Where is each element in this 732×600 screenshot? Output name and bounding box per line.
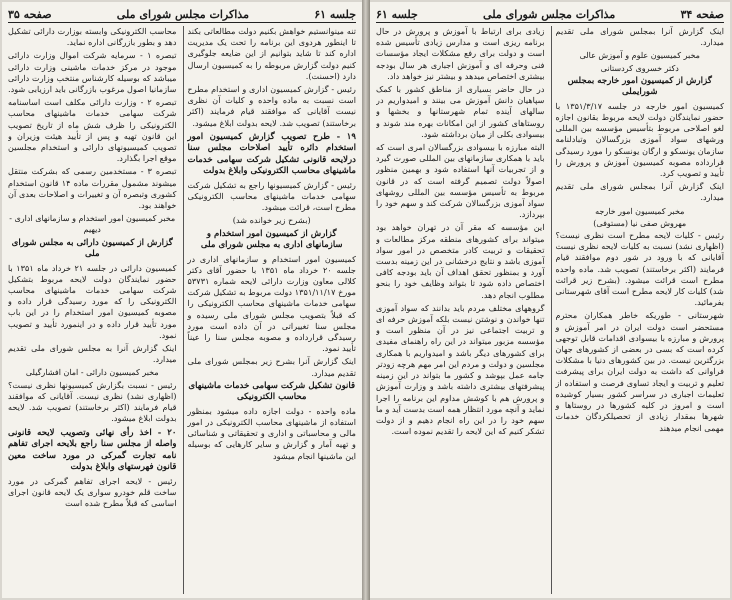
note-1: تبصره ۱ - سرمایه شرکت اموال وزارت دارائی موجود در مرکز خدمات ماشینی وزارت دارائی میباشد که بوسیله کارشناس منتخب وزارت دارائی سازمانیا اصول مرغوب بازرگانی باید ارزیابی شود. xyxy=(8,50,177,95)
section-heading: ۱۹ - طرح تصویب گزارش کمیسیون امور استخدام دائره تأیید اصلاحات مجلس سنا درلایحه قانونی تشکیل شرکت سهامی خدمات ماشینهای محاسب الکترونیکی وابلاغ بدولت xyxy=(187,131,356,177)
page-number: صفحه ۳۵ xyxy=(8,7,52,21)
page-header xyxy=(8,6,356,23)
signature-line: مخبر کمیسیون امور خارجه xyxy=(595,206,685,216)
paragraph: تنه مینوانستیم خواهش بکنیم دولت مطالعاتی بکند تا اینطور هردوی این برنامه را تحت یک مدیریت اداره کند تا شاید بتوانیم از این ضایعه جلوگیری کنیم دولت گزارش مربوطه را به کمیسیون ارسال دارد (احسنت). xyxy=(187,26,356,81)
paragraph: ماده واحده - دولت اجازه داده میشود بمنظور استفاده از ماشینهای محاسب الکترونیکی در امور مالی و محاسباتی و اداری و تحقیقاتی و شناسائی و تهیه آمار و گزارش و سایر کارهایی که بوسیله این ماشینها انجام میشود xyxy=(187,405,356,461)
text-column-left xyxy=(376,26,545,594)
paragraph: رئیس - کلیات لایحه مطرح است نظری نیست؟ (اظهاری نشد) نسبت به کلیات لایحه نظری نیست آقایانی که با ورود در شور دوم موافقند قیام فرمایند (اکثر برخاستند) تصویب شد. ماده واحده مطرح است قرائت میشود. (بشرح زیر قرائت شد) کلیات کار لایحه مطرح است آقای شهرستانی بفرمائید. xyxy=(555,230,724,308)
paragraph: کمیسیون امور استخدام و سازمانهای اداری در جلسه ۲۰ خرداد ماه ۱۳۵۱ با حضور آقای دکتر کلالی معاون وزارت دارائی لایحه شماره ۵۳۷۳۱ مورخ ۱۳۵۱/۱۱/۱۷ دولت مربوط به تشکیل شرکت سهامی خدمات ماشینهای محاسب الکترونیکی را که قبلاً بتصویب مجلس شورای ملی رسیده و مجلس سنا تغییراتی در آن داده است مورد رسیدگی قرارداده و مصوبه مجلس سنا را عیناً تأیید نمود. xyxy=(187,253,356,354)
paragraph: این مؤسسه که مقر آن در تهران خواهد بود میتواند برای کشورهای منطقه مرکز مطالعات و تحقیقات و تربیت کادر متخصص در امور سواد آموزی باشد و نتایج درخشانی در این زمینه بدست آورد و بمنظور تحقق اهداف آن باید بودجه کافی اختصاص داده شود تا بتواند وظایف خود را بنحو مطلوب انجام دهد. xyxy=(376,222,545,300)
law-title: قانون تشکیل شرکت سهامی خدمات ماشینهای محاسب الکترونیکی xyxy=(188,380,356,403)
paragraph: البته مبارزه با بیسوادی بزرگسالان امری است که باید با همکاری سازمانهای بین المللی صورت گیرد و از تجربیات آنها استفاده شود و بهمین منظور اصولاً دولت تصمیم گرفته است که در قانون مربوط به تأسیس مؤسسه بین المللی روشهای سواد آموزی بزرگسالان شرکت کند و سهم خود را بپردازد. xyxy=(376,142,545,220)
paragraph: شهرستانی - طوریکه خاطر همکاران محترم مستحضر است دولت ایران در امر آموزش و پرورش و مبارزه با بیسوادی اقدامات قابل توجهی کرده است که بسی در بعضی از کشورهای جهان بزرگترین نیست. در بین کشورهای دنیا با مشکلات فراوانی که داشت به دولت ایران برای پیشرفت تعلیم و تربیت و ایجاد تساوی فرصت و استفاده از تعلیمات اجباری در سراسر کشور بسیار کوشیده است و امروز در کلیه کشورها در روستاها و شهرها بمقدار زیادی از تحصیلکردگان خدمات مهمی انجام میدهند xyxy=(555,310,724,433)
note-3: تبصره ۳ - مستخدمین رسمی که بشرکت منتقل میشوند مشمول مقررات ماده ۱۴ قانون استخدام کشوری وتبصره آن و تغییرات و اصلاحات بعدی آن خواهند بود. xyxy=(8,166,177,211)
paragraph: رئیس - گزارش کمیسیونها راجع به تشکیل شرکت سهامی خدمات ماشینهای محاسب الکترونیکی مطرح است، قرائت میشود. xyxy=(187,179,356,213)
signature-name: مهروش صفی نیا (مستوفی) xyxy=(593,218,687,228)
text-column-left xyxy=(8,26,177,594)
paragraph: گروههای مختلف مردم باید بدانند که سواد آموزی تنها خواندن و نوشتن نیست بلکه آموزش حرفه ای و تربیت اجتماعی نیز در آن منظور است و مؤسسه مزبور میتواند در این راه راهنمای مفیدی برای کشورهای دیگر باشد و امیدواریم با همکاری مجلسین و دولت و مردم این امر مهم هرچه زودتر جامه عمل بپوشد و کشور ما بتواند در این زمینه پیشرفتهای بیشتری داشته باشد و وزارت آموزش و پرورش هم با کوشش مداوم این برنامه را اجرا نماید و آنچه مورد انتظار همه است بدست آید و ما سهم خود را در این راه انجام دهیم و از دولت تشکر کنیم که این لایحه را تقدیم نموده است. xyxy=(376,302,545,437)
page-35 xyxy=(2,2,362,598)
report-title: گزارش از کمیسیون دارائی به مجلس شورای ملی xyxy=(11,237,173,260)
signature-line: مخبر کمیسیون دارائی - امان افشارگیلی xyxy=(25,368,159,378)
report-title: گزارش از کمیسیون امور استخدام و سازمانهای اداری به مجلس شورای ملی xyxy=(200,228,343,251)
paragraph: رئیس - لایحه اجرای تفاهم گمرکی در مورد ساخت قلم خودرو سواری یک لایحه قانون اجرای اساسی که قبلاً مطرح شده است xyxy=(8,475,177,508)
session-label: جلسه ۶۱ xyxy=(376,7,418,21)
paragraph: زیادی برای ارتباط با آموزش و پرورش در حال برنامه ریزی است و مدارس زیادی تأسیس شده است و دولت برای رفع مشکلات ایجاد مؤسسات فنی وحرفه ای و آموزش اجباری هر سال بودجه بیشتری اختصاص میدهد و بیشتر نیز خواهد داد. xyxy=(376,26,545,81)
paragraph: اینک گزارش آنرا بشرح زیر بمجلس شورای ملی تقدیم میدارد. xyxy=(187,356,356,378)
note-2: تبصره ۲ - وزارت دارائی مکلف است اساسنامه شرکت سهامی خدمات ماشینهای محاسب الکترونیکی را ظرف شش ماه از تاریخ تصویب این قانون تهیه و پس از تأیید هیئت وزیران و تصویب کمیسیونهای دارائی و استخدام مجلسین موقع اجرا بگذارد. xyxy=(8,97,177,164)
paragraph: در حال حاضر بسیاری از مناطق کشور با کمک سپاهیان دانش آموزش می بینند و امیدواریم در سالهای آینده تمام شهرستانها و بخشها و روستاهای کشور از این امکانات بهره مند شوند و بیسوادی بکلی از میان برداشته شود. xyxy=(376,84,545,139)
signature-name: دکتر خسروی کردستانی xyxy=(600,63,679,73)
report-title: گزارش از کمیسیون امور خارجه بمجلس شورایملی xyxy=(567,75,712,98)
journal-title: مذاکرات مجلس شورای ملی xyxy=(483,7,616,21)
journal-title: مذاکرات مجلس شورای ملی xyxy=(116,7,249,21)
page-header xyxy=(376,6,724,23)
paragraph: کمیسیون امور خارجه در جلسه ۱۳۵۱/۳/۱۷ با حضور نمایندگان دولت لایحه مربوط بقانون اجازه لغو اصلاحی مربوط بتأسیس مؤسسه بین المللی ورشهای سواد آموزی بزرگسالان وتبادلنامه سازمان یونسکو و ارگان یونسکو را مورد رسیدگی قرارداده مصوبه کمیسیون آموزش و پرورش را تأیید و تصویب کرد. xyxy=(555,100,724,179)
text-column-right xyxy=(183,26,357,594)
paragraph: اینک گزارش آنرا بمجلس شورای ملی تقدیم میدارد. xyxy=(555,181,724,203)
text-columns xyxy=(376,26,724,594)
signature-line: مخبر کمیسیون امور استخدام و سازمانهای اداری - دیهیم xyxy=(9,214,176,235)
text-column-right xyxy=(551,26,725,594)
paragraph: اینک گزارش آنرا به مجلس شورای ملی تقدیم میدارد. xyxy=(8,343,177,365)
session-label: جلسه ۶۱ xyxy=(314,7,356,21)
paragraph: اینک گزارش آنرا بمجلس شورای ملی تقدیم میدارد. xyxy=(555,26,724,48)
text-columns xyxy=(8,26,356,594)
paragraph: محاسب الکترونیکی وابسته بوزارت دارائی تشکیل دهد و بطور بازرگانی اداره نماید. xyxy=(8,26,177,48)
section-heading: ۲۰ - اخذ رأی نهائی وتصویب لایحه قانونی واصله از مجلس سنا راجع بلایحه اجرای تفاهم نامه تجارت گمرکی در مورد ساخت معین قانون فهرستهای وابلاغ بدولت xyxy=(8,427,177,472)
paragraph: (بشرح زیر خوانده شد) xyxy=(232,215,311,226)
page-34 xyxy=(370,2,730,598)
paragraph: رئیس - نسبت بگزارش کمیسیونها نظری نیست؟ (اظهاری نشد) نظری نیست. آقایانی که موافقند قیام فرمایند (اکثر برخاستند) تصویب شد. لایحه بدولت ابلاغ میشود. xyxy=(8,379,177,424)
paragraph: رئیس - گزارش کمیسیون اداری و استخدام مطرح است نسبت به ماده واحده و کلیات آن نظری نیست آقایانی که موافقند قیام فرمایند (اکثر برخاستند) تصویب شد. لایحه بدولت ابلاغ میشود. xyxy=(187,84,356,128)
page-number: صفحه ۳۴ xyxy=(680,7,724,21)
book-gutter xyxy=(362,0,370,600)
paragraph: کمیسیون دارائی در جلسه ۲۱ خرداد ماه ۱۳۵۱ با حضور نمایندگان دولت لایحه مربوط بتشکیل شرکت سهامی خدمات ماشینهای محاسب الکترونیکی را که مورد رسیدگی قرار داده و مصوبه کمیسیون امور استخدام را در این باب مورد تأیید قرار داده و در اینمورد تأیید و تصویب نمود. xyxy=(8,262,177,340)
signature-line: مخبر کمیسیون علوم و آموزش عالی xyxy=(579,51,700,61)
